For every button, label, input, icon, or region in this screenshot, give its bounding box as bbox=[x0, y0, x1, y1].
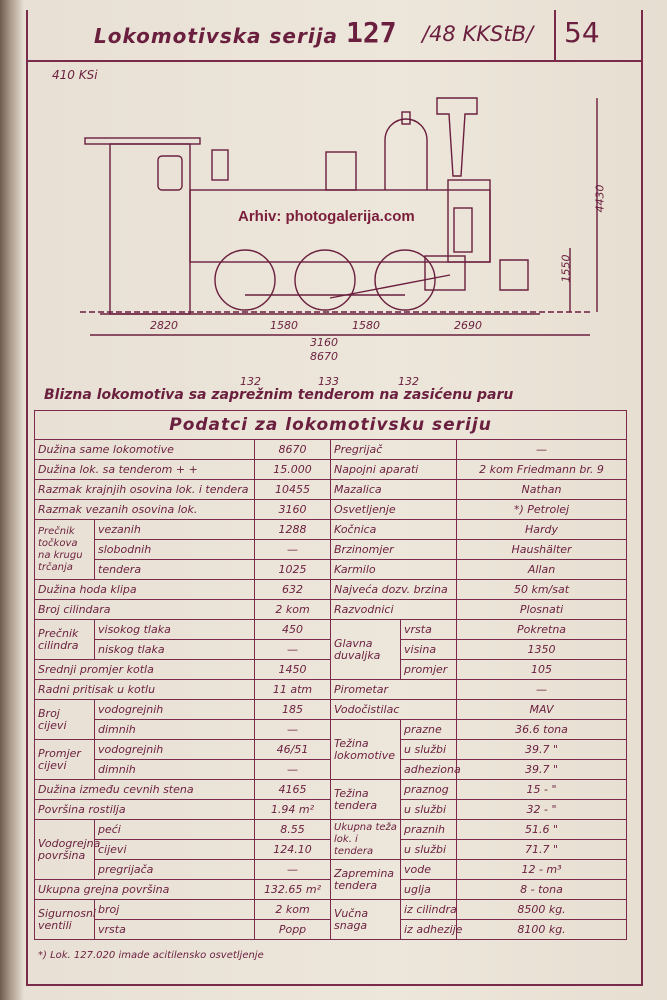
spec-value: Plosnati bbox=[457, 600, 627, 620]
spec-value: — bbox=[255, 640, 331, 660]
group-label: Sigurnosni ventili bbox=[35, 900, 95, 940]
spec-label: pregrijača bbox=[95, 860, 255, 880]
spec-label: u službi bbox=[401, 840, 457, 860]
spec-value: 2 kom bbox=[255, 600, 331, 620]
spec-label: praznog bbox=[401, 780, 457, 800]
spec-label: Razvodnici bbox=[331, 600, 457, 620]
table-row bbox=[35, 680, 627, 700]
spec-label: vezanih bbox=[95, 520, 255, 540]
group-label: Vodogrejna površina bbox=[35, 820, 95, 880]
dim-4430: 4430 bbox=[593, 184, 607, 213]
spec-value: 51.6 " bbox=[457, 820, 627, 840]
group-label: Prečnik cilindra bbox=[35, 620, 95, 660]
cab-roof bbox=[85, 138, 200, 144]
spec-value: 105 bbox=[457, 660, 627, 680]
group-label: Težina tendera bbox=[331, 780, 401, 820]
table-row bbox=[35, 780, 627, 800]
table-row bbox=[35, 620, 627, 640]
dim-1580a: 1580 bbox=[270, 319, 298, 332]
subtitle: Blizna lokomotiva sa zaprežnim tenderom na zasićenu paru bbox=[44, 387, 514, 403]
table-row bbox=[35, 560, 627, 580]
table-row bbox=[35, 460, 627, 480]
spec-label: Karmilo bbox=[331, 560, 457, 580]
spec-value: 15 - " bbox=[457, 780, 627, 800]
spec-label: Napojni aparati bbox=[331, 460, 457, 480]
ksi-label: 410 KSi bbox=[52, 68, 98, 82]
spec-table bbox=[34, 410, 627, 940]
spec-label: Vodočistilac bbox=[331, 700, 457, 720]
spec-value: Popp bbox=[255, 920, 331, 940]
group-label: Zapremina tendera bbox=[331, 860, 401, 900]
spec-label: iz cilindra bbox=[401, 900, 457, 920]
spec-label: uglja bbox=[401, 880, 457, 900]
spec-value: 11 atm bbox=[255, 680, 331, 700]
spec-value: *) Petrolej bbox=[457, 500, 627, 520]
front-buffer bbox=[500, 260, 528, 290]
spec-label: dimnih bbox=[95, 760, 255, 780]
spec-value: 1450 bbox=[255, 660, 331, 680]
table-row bbox=[35, 540, 627, 560]
spec-label: Broj cilindara bbox=[35, 600, 255, 620]
wheel-1 bbox=[215, 250, 275, 310]
spec-label: iz adhezije bbox=[401, 920, 457, 940]
spec-label: vodogrejnih bbox=[95, 700, 255, 720]
spec-value: 1288 bbox=[255, 520, 331, 540]
dome-top bbox=[402, 112, 410, 124]
dim-132b: 132 bbox=[398, 375, 419, 388]
spec-label: Najveća dozv. brzina bbox=[331, 580, 457, 600]
spec-label: prazne bbox=[401, 720, 457, 740]
spec-value: 450 bbox=[255, 620, 331, 640]
table-row bbox=[35, 860, 627, 880]
spec-value: 185 bbox=[255, 700, 331, 720]
group-label: Promjer cijevi bbox=[35, 740, 95, 780]
table-row bbox=[35, 480, 627, 500]
dim-1550: 1550 bbox=[559, 254, 573, 283]
spec-value: 8100 kg. bbox=[457, 920, 627, 940]
spec-label: Dužina hoda klipa bbox=[35, 580, 255, 600]
spec-value: 32 - " bbox=[457, 800, 627, 820]
dim-1580b: 1580 bbox=[352, 319, 380, 332]
spec-value: — bbox=[255, 860, 331, 880]
spec-value: Allan bbox=[457, 560, 627, 580]
sand-box bbox=[326, 152, 356, 190]
old-designation: /48 KKStB/ bbox=[422, 22, 534, 46]
spec-label: Brzinomjer bbox=[331, 540, 457, 560]
spec-value: 632 bbox=[255, 580, 331, 600]
spec-label: u službi bbox=[401, 740, 457, 760]
spec-value: 132.65 m² bbox=[255, 880, 331, 900]
dim-133: 133 bbox=[318, 375, 339, 388]
spec-label: praznih bbox=[401, 820, 457, 840]
steam-dome bbox=[385, 119, 427, 190]
whistle-box bbox=[212, 150, 228, 180]
spec-value: 8500 kg. bbox=[457, 900, 627, 920]
dim-2690: 2690 bbox=[454, 319, 482, 332]
spec-value: — bbox=[255, 540, 331, 560]
spec-label: Razmak krajnjih osovina lok. i tendera bbox=[35, 480, 255, 500]
spec-label: Dužina između cevnih stena bbox=[35, 780, 255, 800]
spec-label: peći bbox=[95, 820, 255, 840]
table-row bbox=[35, 600, 627, 620]
series-number: 127 bbox=[346, 16, 397, 49]
table-row bbox=[35, 580, 627, 600]
spec-label: Površina rostilja bbox=[35, 800, 255, 820]
spec-value: 46/51 bbox=[255, 740, 331, 760]
spec-value: 1025 bbox=[255, 560, 331, 580]
title-row bbox=[26, 10, 643, 62]
spec-label: adheziona bbox=[401, 760, 457, 780]
spec-value: 2 kom bbox=[255, 900, 331, 920]
locomotive-drawing bbox=[30, 80, 630, 380]
spec-label: vodogrejnih bbox=[95, 740, 255, 760]
dim-132a: 132 bbox=[240, 375, 261, 388]
group-label: Broj cijevi bbox=[35, 700, 95, 740]
spec-value: — bbox=[457, 440, 627, 460]
cab bbox=[110, 144, 190, 314]
spec-label: vrsta bbox=[95, 920, 255, 940]
spec-value: Haushälter bbox=[457, 540, 627, 560]
spec-value: 124.10 bbox=[255, 840, 331, 860]
smokebox-door bbox=[454, 208, 472, 252]
spec-value: 1.94 m² bbox=[255, 800, 331, 820]
spec-value: 10455 bbox=[255, 480, 331, 500]
spec-value: Nathan bbox=[457, 480, 627, 500]
spec-label: slobodnih bbox=[95, 540, 255, 560]
spec-value: 12 - m³ bbox=[457, 860, 627, 880]
group-label: Glavna duvaljka bbox=[331, 620, 401, 680]
spec-label: Pregrijač bbox=[331, 440, 457, 460]
spec-label: Mazalica bbox=[331, 480, 457, 500]
spec-label: Srednji promjer kotla bbox=[35, 660, 255, 680]
cylinder bbox=[425, 256, 465, 290]
spec-label: Pirometar bbox=[331, 680, 457, 700]
spec-label: dimnih bbox=[95, 720, 255, 740]
spec-label: niskog tlaka bbox=[95, 640, 255, 660]
series-label: Lokomotivska serija bbox=[94, 24, 339, 48]
spec-label: Dužina lok. sa tenderom + + bbox=[35, 460, 255, 480]
table-row bbox=[35, 520, 627, 540]
table-row bbox=[35, 700, 627, 720]
spec-value: 39.7 " bbox=[457, 760, 627, 780]
spec-value: 50 km/sat bbox=[457, 580, 627, 600]
title-divider bbox=[554, 10, 556, 60]
spec-label: Kočnica bbox=[331, 520, 457, 540]
watermark: Arhiv: photogalerija.com bbox=[238, 208, 415, 225]
spec-label: promjer bbox=[401, 660, 457, 680]
spec-label: cijevi bbox=[95, 840, 255, 860]
table-row bbox=[35, 820, 627, 840]
spec-value: 71.7 " bbox=[457, 840, 627, 860]
spec-value: 1350 bbox=[457, 640, 627, 660]
spec-label: broj bbox=[95, 900, 255, 920]
table-row bbox=[35, 500, 627, 520]
page-number: 54 bbox=[564, 16, 600, 49]
spec-value: MAV bbox=[457, 700, 627, 720]
wheel-2 bbox=[295, 250, 355, 310]
table-row bbox=[35, 720, 627, 740]
spec-value: 2 kom Friedmann br. 9 bbox=[457, 460, 627, 480]
spec-value: Pokretna bbox=[457, 620, 627, 640]
spec-label: visina bbox=[401, 640, 457, 660]
spec-label: vode bbox=[401, 860, 457, 880]
spec-value: 36.6 tona bbox=[457, 720, 627, 740]
spec-label: Dužina same lokomotive bbox=[35, 440, 255, 460]
spec-value: 8 - tona bbox=[457, 880, 627, 900]
spec-label: tendera bbox=[95, 560, 255, 580]
spec-value: — bbox=[457, 680, 627, 700]
spec-value: 3160 bbox=[255, 500, 331, 520]
spec-value: 8.55 bbox=[255, 820, 331, 840]
spec-value: 39.7 " bbox=[457, 740, 627, 760]
table-row bbox=[35, 440, 627, 460]
spec-value: 8670 bbox=[255, 440, 331, 460]
chimney bbox=[437, 98, 477, 176]
spec-value: 15.000 bbox=[255, 460, 331, 480]
spec-value: 4165 bbox=[255, 780, 331, 800]
spec-label: visokog tlaka bbox=[95, 620, 255, 640]
dim-2820: 2820 bbox=[150, 319, 178, 332]
table-row bbox=[35, 900, 627, 920]
spec-value: — bbox=[255, 760, 331, 780]
group-label: Vučna snaga bbox=[331, 900, 401, 940]
spec-label: Osvetljenje bbox=[331, 500, 457, 520]
spec-label: Razmak vezanih osovina lok. bbox=[35, 500, 255, 520]
spec-value: — bbox=[255, 720, 331, 740]
dim-8670: 8670 bbox=[310, 350, 338, 363]
spec-label: Ukupna grejna površina bbox=[35, 880, 255, 900]
dim-3160: 3160 bbox=[310, 336, 338, 349]
group-label: Prečnik točkova na krugu trčanja bbox=[35, 520, 95, 580]
spec-label: Radni pritisak u kotlu bbox=[35, 680, 255, 700]
group-label: Težina lokomotive bbox=[331, 720, 401, 780]
cab-window bbox=[158, 156, 182, 190]
spec-label: u službi bbox=[401, 800, 457, 820]
table-title: Podatci za lokomotivsku seriju bbox=[35, 411, 627, 440]
spec-label: vrsta bbox=[401, 620, 457, 640]
footnote: *) Lok. 127.020 imade acitilensko osvetljenje bbox=[38, 950, 264, 961]
group-label: Ukupna teža lok. i tendera bbox=[331, 820, 401, 860]
spec-value: Hardy bbox=[457, 520, 627, 540]
